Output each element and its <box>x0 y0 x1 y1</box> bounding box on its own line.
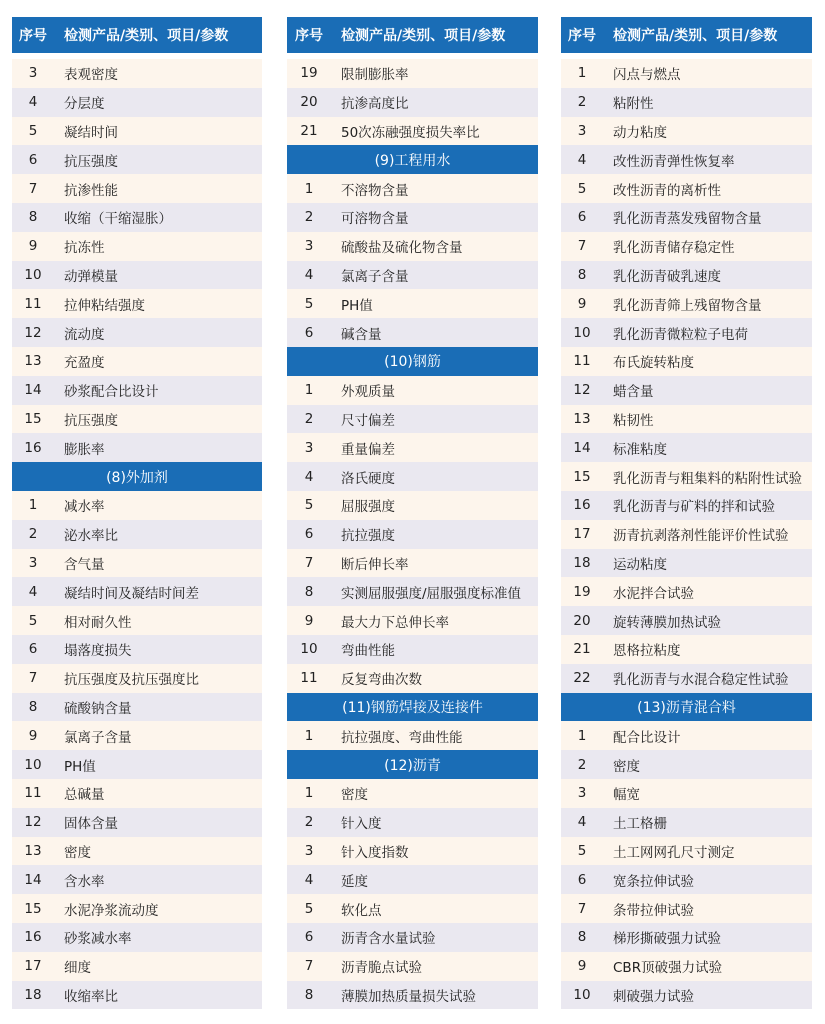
category-header: (12)沥青 <box>287 750 538 779</box>
row-item-name: 标准粘度 <box>613 441 667 458</box>
table-row <box>287 491 538 520</box>
row-item-name: 分层度 <box>64 96 105 113</box>
table-row <box>287 59 538 88</box>
table-row <box>12 577 262 606</box>
table-row <box>287 520 538 549</box>
table-row <box>561 952 812 981</box>
table-row <box>287 779 538 808</box>
row-number: 17 <box>573 526 591 543</box>
row-number: 8 <box>28 698 38 715</box>
row-item-name: 配合比设计 <box>613 729 681 746</box>
row-number: 1 <box>304 727 314 744</box>
table-row <box>287 203 538 232</box>
row-number: 8 <box>304 583 314 600</box>
table-row <box>287 433 538 462</box>
row-number: 22 <box>573 670 591 687</box>
table-row <box>12 693 262 722</box>
row-number: 3 <box>304 238 314 255</box>
row-number: 1 <box>577 727 587 744</box>
category-header: (13)沥青混合料 <box>561 693 812 722</box>
row-item-name: 泌水率比 <box>64 528 118 545</box>
row-item-name: 总碱量 <box>64 787 105 804</box>
table-row <box>561 923 812 952</box>
row-number: 16 <box>24 929 42 946</box>
row-item-name: 动弹模量 <box>64 268 118 285</box>
table-row <box>12 721 262 750</box>
row-item-name: 沥青抗剥落剂性能评价性试验 <box>613 528 789 545</box>
row-item-name: 粘韧性 <box>613 412 654 429</box>
table-row <box>561 88 812 117</box>
row-number: 7 <box>28 670 38 687</box>
row-number: 3 <box>28 554 38 571</box>
row-item-name: 抗渗性能 <box>64 182 118 199</box>
row-item-name: 硫酸盐及硫化物含量 <box>341 240 463 257</box>
row-item-name: 断后伸长率 <box>341 556 409 573</box>
row-item-name: 抗冻性 <box>64 240 105 257</box>
row-number: 10 <box>24 266 42 283</box>
table-row <box>561 635 812 664</box>
row-item-name: 充盈度 <box>64 355 105 372</box>
row-item-name: 尺寸偏差 <box>341 412 395 429</box>
row-number: 12 <box>24 814 42 831</box>
row-number: 19 <box>300 65 318 82</box>
row-number: 6 <box>304 929 314 946</box>
row-item-name: 抗压强度及抗压强度比 <box>64 672 199 689</box>
table-row <box>287 865 538 894</box>
table-row <box>561 347 812 376</box>
table-row <box>12 837 262 866</box>
row-number: 19 <box>573 583 591 600</box>
category-header: (8)外加剂 <box>12 462 262 491</box>
table-row <box>561 520 812 549</box>
header-title-label: 检测产品/类别、项目/参数 <box>64 28 229 44</box>
row-number: 2 <box>577 94 587 111</box>
row-item-name: 闪点与燃点 <box>613 67 681 84</box>
row-item-name: 沥青含水量试验 <box>341 931 436 948</box>
table-row <box>287 318 538 347</box>
row-number: 9 <box>577 958 587 975</box>
table-row <box>287 261 538 290</box>
row-number: 12 <box>24 324 42 341</box>
row-item-name: PH值 <box>341 297 373 314</box>
table-row <box>561 894 812 923</box>
row-number: 3 <box>28 65 38 82</box>
table-row <box>12 894 262 923</box>
row-number: 6 <box>304 526 314 543</box>
table-row <box>12 520 262 549</box>
row-item-name: 含气量 <box>64 556 105 573</box>
table-row <box>12 549 262 578</box>
row-number: 6 <box>28 151 38 168</box>
row-number: 5 <box>304 295 314 312</box>
column-1 <box>12 17 262 1009</box>
table-row <box>287 289 538 318</box>
row-number: 18 <box>573 554 591 571</box>
row-item-name: 硫酸钠含量 <box>64 700 132 717</box>
row-number: 6 <box>304 324 314 341</box>
row-number: 1 <box>577 65 587 82</box>
row-item-name: 动力粘度 <box>613 124 667 141</box>
table-row <box>561 549 812 578</box>
row-number: 15 <box>24 900 42 917</box>
table-row <box>561 376 812 405</box>
table-row <box>12 145 262 174</box>
row-item-name: 改性沥青弹性恢复率 <box>613 153 735 170</box>
table-row <box>12 433 262 462</box>
row-number: 9 <box>304 612 314 629</box>
row-item-name: 粘附性 <box>613 96 654 113</box>
column-2 <box>287 17 538 1009</box>
row-number: 21 <box>573 641 591 658</box>
table-header <box>12 17 262 53</box>
row-item-name: 乳化沥青与水混合稳定性试验 <box>613 672 789 689</box>
row-item-name: 收缩（干缩湿胀） <box>64 211 172 228</box>
row-number: 8 <box>28 209 38 226</box>
table-row <box>287 376 538 405</box>
row-number: 5 <box>28 122 38 139</box>
header-number-label: 序号 <box>568 28 596 44</box>
table-row <box>12 261 262 290</box>
row-number: 6 <box>28 641 38 658</box>
header-number-label: 序号 <box>295 28 323 44</box>
row-item-name: 密度 <box>341 787 368 804</box>
row-item-name: 膨胀率 <box>64 441 105 458</box>
table-row <box>561 318 812 347</box>
table-row <box>561 865 812 894</box>
row-number: 6 <box>577 209 587 226</box>
row-number: 10 <box>573 986 591 1003</box>
row-item-name: 宽条拉伸试验 <box>613 873 694 890</box>
row-item-name: 蜡含量 <box>613 384 654 401</box>
row-number: 5 <box>577 180 587 197</box>
row-number: 6 <box>577 871 587 888</box>
table-row <box>561 261 812 290</box>
row-number: 8 <box>577 929 587 946</box>
row-number: 20 <box>300 94 318 111</box>
row-item-name: 乳化沥青储存稳定性 <box>613 240 735 257</box>
row-item-name: 减水率 <box>64 499 105 516</box>
row-item-name: 抗渗高度比 <box>341 96 409 113</box>
table-header <box>561 17 812 53</box>
row-item-name: 抗压强度 <box>64 412 118 429</box>
row-number: 4 <box>28 583 38 600</box>
row-number: 3 <box>577 785 587 802</box>
row-item-name: 相对耐久性 <box>64 614 132 631</box>
row-item-name: 密度 <box>64 844 91 861</box>
row-number: 7 <box>577 900 587 917</box>
row-item-name: 含水率 <box>64 873 105 890</box>
row-item-name: 氯离子含量 <box>341 268 409 285</box>
row-item-name: 改性沥青的离析性 <box>613 182 721 199</box>
row-item-name: 乳化沥青蒸发残留物含量 <box>613 211 762 228</box>
row-number: 4 <box>28 94 38 111</box>
row-number: 9 <box>28 238 38 255</box>
row-item-name: 水泥拌合试验 <box>613 585 694 602</box>
table-row <box>12 808 262 837</box>
row-number: 10 <box>573 324 591 341</box>
table-row <box>12 117 262 146</box>
table-row <box>12 635 262 664</box>
table-row <box>287 635 538 664</box>
table-row <box>287 606 538 635</box>
row-number: 2 <box>304 209 314 226</box>
row-item-name: 水泥净浆流动度 <box>64 902 159 919</box>
table-row <box>561 491 812 520</box>
row-number: 13 <box>24 353 42 370</box>
row-number: 18 <box>24 986 42 1003</box>
row-number: 9 <box>577 295 587 312</box>
table-row <box>561 462 812 491</box>
row-number: 1 <box>28 497 38 514</box>
table-row <box>561 808 812 837</box>
row-item-name: 薄膜加热质量损失试验 <box>341 988 476 1005</box>
row-item-name: 砂浆配合比设计 <box>64 384 159 401</box>
row-number: 7 <box>304 958 314 975</box>
row-item-name: 乳化沥青破乳速度 <box>613 268 721 285</box>
table-row <box>287 88 538 117</box>
row-number: 13 <box>24 842 42 859</box>
row-number: 7 <box>28 180 38 197</box>
table-row <box>12 606 262 635</box>
row-item-name: 重量偏差 <box>341 441 395 458</box>
table-row <box>561 750 812 779</box>
row-item-name: 运动粘度 <box>613 556 667 573</box>
table-row <box>561 981 812 1010</box>
table-row <box>287 923 538 952</box>
row-number: 1 <box>304 785 314 802</box>
row-item-name: 抗拉强度、弯曲性能 <box>341 729 463 746</box>
row-number: 21 <box>300 122 318 139</box>
row-number: 12 <box>573 382 591 399</box>
row-item-name: 条带拉伸试验 <box>613 902 694 919</box>
table-row <box>561 232 812 261</box>
table-row <box>12 318 262 347</box>
row-item-name: 软化点 <box>341 902 382 919</box>
table-row <box>561 117 812 146</box>
row-number: 5 <box>28 612 38 629</box>
row-item-name: 可溶物含量 <box>341 211 409 228</box>
row-number: 11 <box>573 353 591 370</box>
row-number: 20 <box>573 612 591 629</box>
header-title-label: 检测产品/类别、项目/参数 <box>613 28 778 44</box>
table-row <box>561 59 812 88</box>
row-number: 4 <box>577 151 587 168</box>
row-item-name: 砂浆减水率 <box>64 931 132 948</box>
row-item-name: 幅宽 <box>613 787 640 804</box>
table-row <box>287 462 538 491</box>
header-number-label: 序号 <box>19 28 47 44</box>
table-row <box>12 174 262 203</box>
row-item-name: 抗拉强度 <box>341 528 395 545</box>
table-row <box>12 289 262 318</box>
table-row <box>287 577 538 606</box>
category-header: (10)钢筋 <box>287 347 538 376</box>
table-row <box>12 88 262 117</box>
table-row <box>287 952 538 981</box>
row-number: 14 <box>24 871 42 888</box>
row-item-name: 流动度 <box>64 326 105 343</box>
column-3 <box>561 17 812 1009</box>
table-row <box>287 721 538 750</box>
row-number: 10 <box>24 756 42 773</box>
row-item-name: 密度 <box>613 758 640 775</box>
row-number: 5 <box>577 842 587 859</box>
table-row <box>561 837 812 866</box>
row-item-name: 塌落度损失 <box>64 643 132 660</box>
table-row <box>12 750 262 779</box>
table-row <box>12 232 262 261</box>
row-item-name: 土工网网孔尺寸测定 <box>613 844 735 861</box>
table-row <box>287 664 538 693</box>
row-number: 2 <box>304 814 314 831</box>
row-number: 15 <box>24 410 42 427</box>
table-row <box>561 664 812 693</box>
row-item-name: 反复弯曲次数 <box>341 672 422 689</box>
row-item-name: 梯形撕破强力试验 <box>613 931 721 948</box>
row-item-name: 布氏旋转粘度 <box>613 355 694 372</box>
row-item-name: 氯离子含量 <box>64 729 132 746</box>
table-row <box>12 203 262 232</box>
row-number: 15 <box>573 468 591 485</box>
row-item-name: 乳化沥青与粗集料的粘附性试验 <box>613 470 802 487</box>
row-number: 17 <box>24 958 42 975</box>
row-item-name: 弯曲性能 <box>341 643 395 660</box>
row-item-name: 乳化沥青与矿料的拌和试验 <box>613 499 775 516</box>
table-row <box>287 837 538 866</box>
row-item-name: 表观密度 <box>64 67 118 84</box>
row-number: 16 <box>24 439 42 456</box>
row-item-name: 屈服强度 <box>341 499 395 516</box>
table-row <box>287 549 538 578</box>
row-item-name: 旋转薄膜加热试验 <box>613 614 721 631</box>
row-number: 4 <box>304 871 314 888</box>
row-item-name: 限制膨胀率 <box>341 67 409 84</box>
row-item-name: 50次冻融强度损失率比 <box>341 124 480 141</box>
table-row <box>287 405 538 434</box>
row-number: 13 <box>573 410 591 427</box>
row-number: 9 <box>28 727 38 744</box>
table-row <box>287 232 538 261</box>
table-row <box>561 289 812 318</box>
row-number: 14 <box>573 439 591 456</box>
row-item-name: 针入度 <box>341 816 382 833</box>
category-header: (11)钢筋焊接及连接件 <box>287 693 538 722</box>
table-row <box>561 405 812 434</box>
row-number: 11 <box>24 295 42 312</box>
table-row <box>287 117 538 146</box>
row-item-name: PH值 <box>64 758 96 775</box>
table-row <box>561 433 812 462</box>
row-number: 4 <box>304 468 314 485</box>
header-title-label: 检测产品/类别、项目/参数 <box>341 28 506 44</box>
row-item-name: 抗压强度 <box>64 153 118 170</box>
table-row <box>561 721 812 750</box>
row-number: 2 <box>304 410 314 427</box>
table-row <box>287 808 538 837</box>
row-item-name: 土工格栅 <box>613 816 667 833</box>
table-row <box>561 606 812 635</box>
table-row <box>287 174 538 203</box>
row-item-name: 实测屈服强度/屈服强度标准值 <box>341 585 522 602</box>
row-item-name: 拉伸粘结强度 <box>64 297 145 314</box>
row-number: 2 <box>28 526 38 543</box>
table-row <box>561 203 812 232</box>
row-number: 3 <box>577 122 587 139</box>
table-row <box>561 145 812 174</box>
row-number: 14 <box>24 382 42 399</box>
row-number: 7 <box>304 554 314 571</box>
row-number: 1 <box>304 382 314 399</box>
row-item-name: 最大力下总伸长率 <box>341 614 449 631</box>
table-row <box>12 405 262 434</box>
row-number: 16 <box>573 497 591 514</box>
table-row <box>12 491 262 520</box>
row-item-name: 不溶物含量 <box>341 182 409 199</box>
row-number: 3 <box>304 842 314 859</box>
row-item-name: 针入度指数 <box>341 844 409 861</box>
row-number: 4 <box>577 814 587 831</box>
row-number: 5 <box>304 497 314 514</box>
table-row <box>12 59 262 88</box>
row-number: 2 <box>577 756 587 773</box>
row-item-name: CBR顶破强力试验 <box>613 960 723 977</box>
table-row <box>12 347 262 376</box>
row-number: 8 <box>304 986 314 1003</box>
table-row <box>12 779 262 808</box>
row-number: 1 <box>304 180 314 197</box>
row-number: 3 <box>304 439 314 456</box>
row-item-name: 细度 <box>64 960 91 977</box>
row-number: 5 <box>304 900 314 917</box>
row-item-name: 碱含量 <box>341 326 382 343</box>
row-item-name: 刺破强力试验 <box>613 988 694 1005</box>
row-number: 8 <box>577 266 587 283</box>
table-row <box>287 894 538 923</box>
table-row <box>12 376 262 405</box>
table-row <box>12 923 262 952</box>
table-row <box>12 952 262 981</box>
row-item-name: 外观质量 <box>341 384 395 401</box>
category-header: (9)工程用水 <box>287 145 538 174</box>
table-row <box>12 865 262 894</box>
row-number: 7 <box>577 238 587 255</box>
row-number: 11 <box>24 785 42 802</box>
table-row <box>561 174 812 203</box>
row-item-name: 固体含量 <box>64 816 118 833</box>
row-item-name: 凝结时间及凝结时间差 <box>64 585 199 602</box>
table-row <box>561 577 812 606</box>
row-number: 4 <box>304 266 314 283</box>
table-row <box>12 664 262 693</box>
row-item-name: 延度 <box>341 873 368 890</box>
row-item-name: 洛氏硬度 <box>341 470 395 487</box>
row-item-name: 恩格拉粘度 <box>613 643 681 660</box>
row-number: 11 <box>300 670 318 687</box>
table-row <box>561 779 812 808</box>
row-item-name: 凝结时间 <box>64 124 118 141</box>
table-row <box>287 981 538 1010</box>
row-item-name: 沥青脆点试验 <box>341 960 422 977</box>
row-item-name: 收缩率比 <box>64 988 118 1005</box>
table-header <box>287 17 538 53</box>
row-item-name: 乳化沥青筛上残留物含量 <box>613 297 762 314</box>
row-item-name: 乳化沥青微粒粒子电荷 <box>613 326 748 343</box>
table-row <box>12 981 262 1010</box>
row-number: 10 <box>300 641 318 658</box>
